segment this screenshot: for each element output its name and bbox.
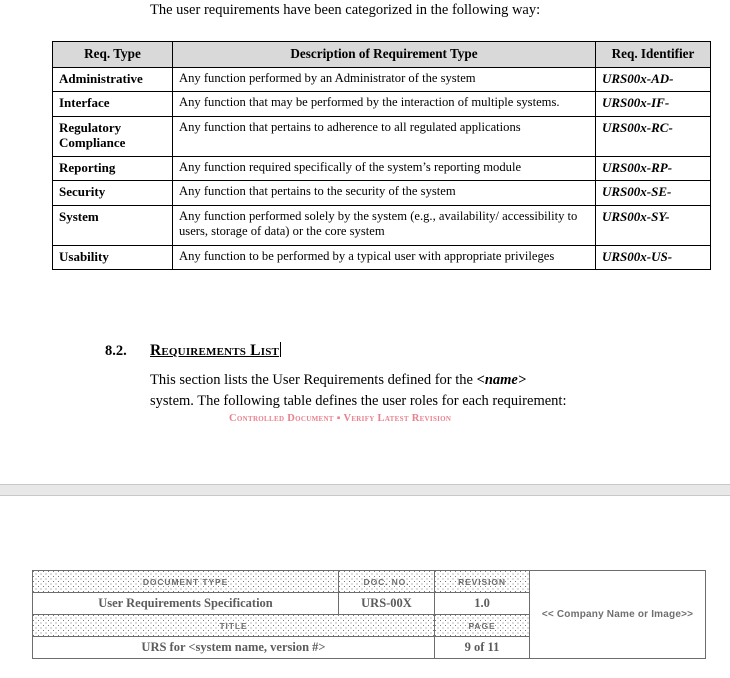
cell-req-identifier: URS00x-RC- [596,116,711,156]
column-header-req-identifier: Req. Identifier [596,42,711,68]
section-body-emphasis: <name> [476,372,527,388]
footer-label-doc-no: DOC. NO. [339,571,435,593]
table-row [53,245,711,270]
cell-req-type: Reporting [53,156,173,181]
document-footer-table [32,570,706,659]
cell-description: Any function that pertains to the security of the system [173,181,596,206]
cell-req-type: Interface [53,92,173,117]
table-row [53,205,711,245]
footer-value-revision: 1.0 [435,593,530,615]
footer-label-revision: REVISION [435,571,530,593]
document-page-bottom [0,497,730,678]
footer-value-document-type: User Requirements Specification [33,593,339,615]
table-row [53,181,711,206]
cell-req-identifier: URS00x-SY- [596,205,711,245]
footer-label-row-1 [33,571,706,593]
cell-description: Any function performed solely by the system (e.g., availability/ accessibility to users, storage of data) or the core system [173,205,596,245]
column-header-description: Description of Requirement Type [173,42,596,68]
cell-req-type: Administrative [53,67,173,92]
footer-value-doc-no: URS-00X [339,593,435,615]
table-header-row [53,42,711,68]
section-body-part1: This section lists the User Requirements defined for the [150,372,477,388]
footer-value-page: 9 of 11 [435,637,530,659]
table-row [53,67,711,92]
table-row [53,156,711,181]
section-heading [105,342,281,360]
cell-req-type: System [53,205,173,245]
cell-description: Any function that pertains to adherence to all regulated applications [173,116,596,156]
table-row [53,92,711,117]
footer-value-title: URS for <system name, version #> [33,637,435,659]
cell-req-identifier: URS00x-US- [596,245,711,270]
cell-req-identifier: URS00x-AD- [596,67,711,92]
cell-description: Any function to be performed by a typical user with appropriate privileges [173,245,596,270]
column-header-req-type: Req. Type [53,42,173,68]
table-row [53,116,711,156]
cell-req-type: Regulatory Compliance [53,116,173,156]
requirement-type-table [52,41,711,270]
section-body-part2: system. The following table defines the user roles for each requirement: [150,393,567,409]
cell-req-type: Security [53,181,173,206]
cell-req-identifier: URS00x-RP- [596,156,711,181]
footer-label-title: TITLE [33,615,435,637]
controlled-document-watermark: Controlled Document ▪ Verify Latest Revision [229,413,452,424]
section-body-paragraph [150,370,570,412]
cell-req-type: Usability [53,245,173,270]
footer-label-document-type: DOCUMENT TYPE [33,571,339,593]
cell-req-identifier: URS00x-IF- [596,92,711,117]
cell-description: Any function that may be performed by the interaction of multiple systems. [173,92,596,117]
page-break-separator [0,484,730,496]
text-cursor-caret [280,342,281,357]
section-number: 8.2. [105,343,127,359]
cell-req-identifier: URS00x-SE- [596,181,711,206]
cell-description: Any function performed by an Administrator of the system [173,67,596,92]
footer-company-placeholder: << Company Name or Image>> [530,571,706,659]
footer-label-page: PAGE [435,615,530,637]
intro-paragraph: The user requirements have been categorized in the following way: [150,2,541,18]
section-title: Requirements List [150,342,280,359]
cell-description: Any function required specifically of the system’s reporting module [173,156,596,181]
